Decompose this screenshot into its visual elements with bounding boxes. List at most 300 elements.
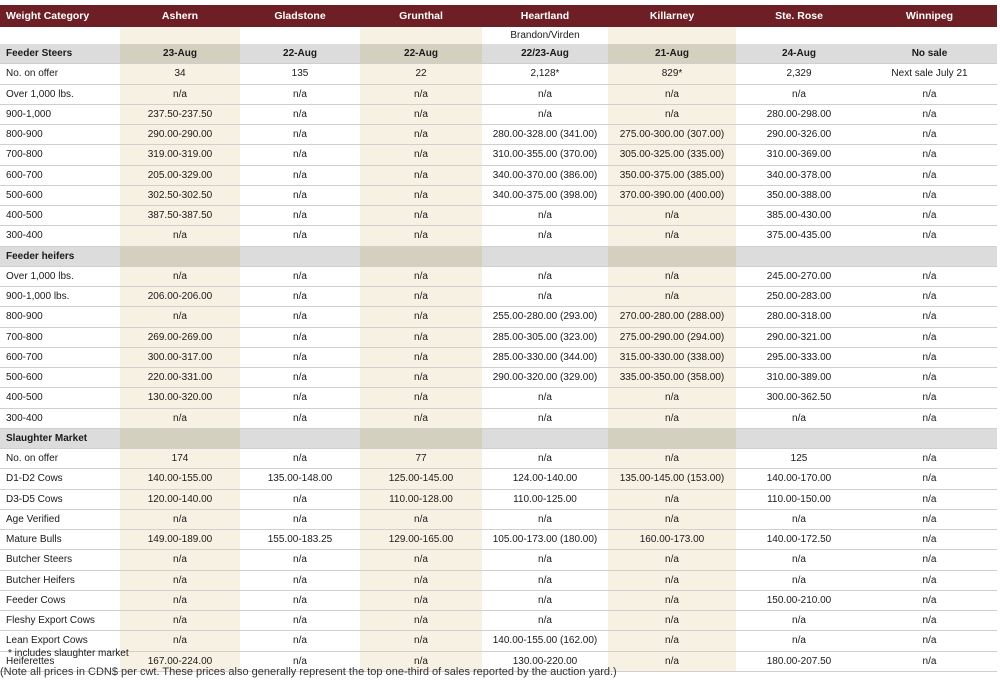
price-cell: 295.00-333.00	[736, 347, 862, 367]
subheader-cell	[360, 27, 482, 44]
price-cell: n/a	[482, 287, 608, 307]
column-header-gladstone: Gladstone	[240, 5, 360, 27]
price-cell: 310.00-355.00 (370.00)	[482, 145, 608, 165]
table-row	[0, 590, 997, 610]
sale-date-cell	[482, 428, 608, 448]
price-cell: n/a	[862, 327, 997, 347]
sale-date-cell	[240, 246, 360, 266]
price-cell: n/a	[482, 206, 608, 226]
auction-price-table	[0, 5, 997, 672]
row-label: Over 1,000 lbs.	[0, 84, 120, 104]
price-cell: n/a	[608, 266, 736, 286]
row-label: 300-400	[0, 408, 120, 428]
sale-date-cell	[608, 428, 736, 448]
price-cell: n/a	[608, 84, 736, 104]
table-row	[0, 530, 997, 550]
row-label: 500-600	[0, 368, 120, 388]
price-cell: n/a	[608, 590, 736, 610]
table-row	[0, 185, 997, 205]
price-cell: n/a	[862, 611, 997, 631]
price-cell: 250.00-283.00	[736, 287, 862, 307]
price-cell: n/a	[608, 408, 736, 428]
row-label: Fleshy Export Cows	[0, 611, 120, 631]
price-cell: 135	[240, 64, 360, 84]
price-cell: 110.00-150.00	[736, 489, 862, 509]
price-cell: n/a	[360, 185, 482, 205]
row-label: D1-D2 Cows	[0, 469, 120, 489]
price-cell: n/a	[240, 611, 360, 631]
sale-date-cell	[482, 246, 608, 266]
price-cell: n/a	[360, 550, 482, 570]
price-cell: n/a	[360, 347, 482, 367]
price-cell: n/a	[482, 104, 608, 124]
row-label: 800-900	[0, 307, 120, 327]
column-header-winnipeg: Winnipeg	[862, 5, 997, 27]
price-cell: 105.00-173.00 (180.00)	[482, 530, 608, 550]
table-row	[0, 104, 997, 124]
price-cell: 300.00-317.00	[120, 347, 240, 367]
table-row	[0, 226, 997, 246]
price-cell: n/a	[240, 590, 360, 610]
price-cell: n/a	[736, 631, 862, 651]
price-cell: n/a	[360, 125, 482, 145]
price-cell: n/a	[240, 266, 360, 286]
price-cell: 150.00-210.00	[736, 590, 862, 610]
price-cell: 125.00-145.00	[360, 469, 482, 489]
section-title: Feeder Steers	[0, 44, 120, 64]
row-label: Feeder Cows	[0, 590, 120, 610]
sale-date-cell	[862, 428, 997, 448]
price-cell: 350.00-388.00	[736, 185, 862, 205]
row-label: No. on offer	[0, 64, 120, 84]
row-label: 700-800	[0, 145, 120, 165]
price-cell: n/a	[862, 408, 997, 428]
price-cell: n/a	[240, 631, 360, 651]
sale-date-cell	[360, 246, 482, 266]
table-row	[0, 145, 997, 165]
price-cell: n/a	[360, 104, 482, 124]
table-row	[0, 206, 997, 226]
price-cell: n/a	[608, 570, 736, 590]
sale-date-cell	[736, 246, 862, 266]
price-cell: n/a	[240, 408, 360, 428]
price-cell: 305.00-325.00 (335.00)	[608, 145, 736, 165]
price-cell: 290.00-321.00	[736, 327, 862, 347]
price-cell: n/a	[862, 84, 997, 104]
sale-date-cell	[736, 428, 862, 448]
price-cell: n/a	[360, 226, 482, 246]
price-cell: 280.00-328.00 (341.00)	[482, 125, 608, 145]
section-row-slaughter-market	[0, 428, 997, 448]
price-cell: n/a	[120, 509, 240, 529]
price-cell: n/a	[360, 368, 482, 388]
price-cell: n/a	[240, 509, 360, 529]
price-cell: n/a	[120, 611, 240, 631]
price-cell: n/a	[360, 651, 482, 671]
price-cell: 2,128*	[482, 64, 608, 84]
price-cell: 149.00-189.00	[120, 530, 240, 550]
sale-date-cell	[360, 428, 482, 448]
price-cell: n/a	[862, 469, 997, 489]
price-cell: n/a	[608, 388, 736, 408]
price-cell: 340.00-378.00	[736, 165, 862, 185]
price-cell: 269.00-269.00	[120, 327, 240, 347]
price-cell: 205.00-329.00	[120, 165, 240, 185]
table-row	[0, 64, 997, 84]
table-row	[0, 570, 997, 590]
price-cell: n/a	[482, 266, 608, 286]
price-cell: n/a	[608, 104, 736, 124]
table-row	[0, 469, 997, 489]
price-cell: n/a	[608, 651, 736, 671]
table-row	[0, 449, 997, 469]
price-cell: n/a	[482, 611, 608, 631]
table-row	[0, 489, 997, 509]
price-cell: n/a	[240, 489, 360, 509]
price-cell: n/a	[240, 287, 360, 307]
row-label: 900-1,000 lbs.	[0, 287, 120, 307]
price-cell: n/a	[736, 550, 862, 570]
price-cell: 350.00-375.00 (385.00)	[608, 165, 736, 185]
price-cell: n/a	[862, 145, 997, 165]
price-cell: n/a	[862, 266, 997, 286]
price-cell: 135.00-148.00	[240, 469, 360, 489]
price-cell: n/a	[862, 489, 997, 509]
table-row	[0, 347, 997, 367]
sale-date-cell: No sale	[862, 44, 997, 64]
price-cell: 310.00-369.00	[736, 145, 862, 165]
sale-date-cell	[862, 246, 997, 266]
price-cell: n/a	[360, 611, 482, 631]
price-cell: 22	[360, 64, 482, 84]
section-title: Feeder heifers	[0, 246, 120, 266]
price-cell: 110.00-128.00	[360, 489, 482, 509]
price-cell: n/a	[360, 388, 482, 408]
price-cell: n/a	[240, 226, 360, 246]
price-cell: 275.00-300.00 (307.00)	[608, 125, 736, 145]
table-row	[0, 165, 997, 185]
price-cell: n/a	[862, 651, 997, 671]
price-cell: n/a	[240, 307, 360, 327]
price-cell: n/a	[360, 327, 482, 347]
table-row	[0, 125, 997, 145]
price-cell: n/a	[736, 408, 862, 428]
row-label: 400-500	[0, 206, 120, 226]
price-cell: n/a	[360, 509, 482, 529]
table-row	[0, 327, 997, 347]
price-cell: 335.00-350.00 (358.00)	[608, 368, 736, 388]
table-row	[0, 388, 997, 408]
table-row	[0, 368, 997, 388]
price-cell: 2,329	[736, 64, 862, 84]
price-cell: 319.00-319.00	[120, 145, 240, 165]
price-cell: n/a	[862, 590, 997, 610]
price-cell: n/a	[608, 509, 736, 529]
price-cell: n/a	[120, 550, 240, 570]
price-cell: n/a	[862, 388, 997, 408]
row-label: 700-800	[0, 327, 120, 347]
price-cell: n/a	[360, 165, 482, 185]
column-header-ashern: Ashern	[120, 5, 240, 27]
section-row-feeder-steers	[0, 44, 997, 64]
sale-date-cell	[608, 246, 736, 266]
sale-date-cell: 22-Aug	[240, 44, 360, 64]
price-cell: n/a	[360, 307, 482, 327]
price-cell: n/a	[240, 388, 360, 408]
price-cell: n/a	[360, 206, 482, 226]
price-cell: 375.00-435.00	[736, 226, 862, 246]
price-cell: 180.00-207.50	[736, 651, 862, 671]
price-cell: n/a	[360, 287, 482, 307]
price-cell: 340.00-370.00 (386.00)	[482, 165, 608, 185]
sale-date-cell: 21-Aug	[608, 44, 736, 64]
row-label: 300-400	[0, 226, 120, 246]
price-cell: n/a	[608, 550, 736, 570]
row-label: 800-900	[0, 125, 120, 145]
price-cell: n/a	[240, 206, 360, 226]
price-cell: 140.00-155.00 (162.00)	[482, 631, 608, 651]
price-cell: 829*	[608, 64, 736, 84]
price-cell: n/a	[482, 590, 608, 610]
price-cell: n/a	[360, 590, 482, 610]
price-cell: n/a	[240, 84, 360, 104]
sale-date-cell	[240, 428, 360, 448]
price-cell: n/a	[120, 408, 240, 428]
price-cell: n/a	[736, 611, 862, 631]
price-cell: 220.00-331.00	[120, 368, 240, 388]
price-cell: n/a	[120, 590, 240, 610]
price-cell: n/a	[240, 104, 360, 124]
price-cell: 155.00-183.25	[240, 530, 360, 550]
price-cell: 130.00-220.00	[482, 651, 608, 671]
price-cell: 167.00-224.00	[120, 651, 240, 671]
price-cell: n/a	[482, 388, 608, 408]
row-label: 400-500	[0, 388, 120, 408]
price-cell: n/a	[862, 449, 997, 469]
table-row	[0, 287, 997, 307]
sale-date-cell: 22-Aug	[360, 44, 482, 64]
price-cell: n/a	[240, 651, 360, 671]
column-header-ste-rose: Ste. Rose	[736, 5, 862, 27]
price-cell: n/a	[120, 84, 240, 104]
price-cell: 34	[120, 64, 240, 84]
section-row-feeder-heifers	[0, 246, 997, 266]
table-row	[0, 611, 997, 631]
subheader-cell	[862, 27, 997, 44]
price-cell: n/a	[240, 165, 360, 185]
price-cell: 125	[736, 449, 862, 469]
sale-date-cell: 24-Aug	[736, 44, 862, 64]
price-cell: n/a	[240, 368, 360, 388]
subheader-cell	[240, 27, 360, 44]
price-cell: n/a	[862, 165, 997, 185]
price-cell: 237.50-237.50	[120, 104, 240, 124]
row-label: Over 1,000 lbs.	[0, 266, 120, 286]
price-cell: Next sale July 21	[862, 64, 997, 84]
price-cell: n/a	[862, 347, 997, 367]
price-cell: n/a	[862, 550, 997, 570]
price-cell: 110.00-125.00	[482, 489, 608, 509]
price-cell: n/a	[862, 631, 997, 651]
price-cell: n/a	[862, 509, 997, 529]
subheader-cell	[120, 27, 240, 44]
subheader-row	[0, 27, 997, 44]
row-label: 600-700	[0, 165, 120, 185]
price-cell: 340.00-375.00 (398.00)	[482, 185, 608, 205]
price-cell: n/a	[608, 287, 736, 307]
price-cell: 140.00-172.50	[736, 530, 862, 550]
price-cell: 130.00-320.00	[120, 388, 240, 408]
table-row	[0, 84, 997, 104]
price-cell: 370.00-390.00 (400.00)	[608, 185, 736, 205]
price-cell: n/a	[360, 631, 482, 651]
price-cell: 280.00-318.00	[736, 307, 862, 327]
price-cell: n/a	[862, 206, 997, 226]
row-label: Lean Export Cows	[0, 631, 120, 651]
column-header-heartland: Heartland	[482, 5, 608, 27]
price-cell: n/a	[482, 570, 608, 590]
sale-date-cell	[120, 428, 240, 448]
price-cell: n/a	[608, 631, 736, 651]
row-label: Age Verified	[0, 509, 120, 529]
price-cell: n/a	[360, 84, 482, 104]
price-cell: 255.00-280.00 (293.00)	[482, 307, 608, 327]
price-cell: n/a	[240, 347, 360, 367]
price-cell: n/a	[360, 145, 482, 165]
price-cell: n/a	[360, 570, 482, 590]
row-label: Butcher Heifers	[0, 570, 120, 590]
price-cell: n/a	[862, 287, 997, 307]
price-cell: 174	[120, 449, 240, 469]
row-label: No. on offer	[0, 449, 120, 469]
subheader-cell	[0, 27, 120, 44]
subheader-cell	[608, 27, 736, 44]
price-cell: n/a	[862, 185, 997, 205]
price-cell: n/a	[608, 489, 736, 509]
table-row	[0, 550, 997, 570]
footnote: * includes slaughter market	[8, 648, 129, 659]
price-cell: n/a	[482, 449, 608, 469]
price-cell: n/a	[608, 206, 736, 226]
subheader-cell	[736, 27, 862, 44]
price-cell: n/a	[862, 530, 997, 550]
price-cell: 275.00-290.00 (294.00)	[608, 327, 736, 347]
price-cell: n/a	[482, 84, 608, 104]
price-cell: 140.00-155.00	[120, 469, 240, 489]
column-header-killarney: Killarney	[608, 5, 736, 27]
price-cell: n/a	[120, 631, 240, 651]
price-cell: n/a	[120, 307, 240, 327]
price-cell: n/a	[608, 611, 736, 631]
table-body	[0, 27, 997, 671]
row-label: D3-D5 Cows	[0, 489, 120, 509]
row-label: 900-1,000	[0, 104, 120, 124]
price-cell: 77	[360, 449, 482, 469]
price-cell: 270.00-280.00 (288.00)	[608, 307, 736, 327]
price-cell: n/a	[862, 104, 997, 124]
price-cell: 387.50-387.50	[120, 206, 240, 226]
price-cell: 245.00-270.00	[736, 266, 862, 286]
price-cell: 135.00-145.00 (153.00)	[608, 469, 736, 489]
price-cell: n/a	[120, 226, 240, 246]
table-row	[0, 307, 997, 327]
price-cell: 124.00-140.00	[482, 469, 608, 489]
price-cell: 315.00-330.00 (338.00)	[608, 347, 736, 367]
price-cell: n/a	[608, 226, 736, 246]
table-row	[0, 509, 997, 529]
price-cell: n/a	[482, 226, 608, 246]
sale-date-cell	[120, 246, 240, 266]
section-title: Slaughter Market	[0, 428, 120, 448]
price-cell: n/a	[120, 266, 240, 286]
price-cell: n/a	[862, 368, 997, 388]
price-cell: n/a	[862, 226, 997, 246]
price-cell: n/a	[240, 449, 360, 469]
price-cell: 280.00-298.00	[736, 104, 862, 124]
price-cell: 385.00-430.00	[736, 206, 862, 226]
price-cell: n/a	[240, 185, 360, 205]
row-label: Butcher Steers	[0, 550, 120, 570]
price-cell: n/a	[482, 550, 608, 570]
price-cell: n/a	[240, 550, 360, 570]
row-label: 500-600	[0, 185, 120, 205]
price-cell: 140.00-170.00	[736, 469, 862, 489]
row-label: Mature Bulls	[0, 530, 120, 550]
price-cell: n/a	[736, 509, 862, 529]
price-cell: 206.00-206.00	[120, 287, 240, 307]
price-cell: 302.50-302.50	[120, 185, 240, 205]
price-cell: n/a	[862, 307, 997, 327]
table-row	[0, 408, 997, 428]
price-cell: 290.00-320.00 (329.00)	[482, 368, 608, 388]
price-cell: 120.00-140.00	[120, 489, 240, 509]
price-cell: n/a	[240, 125, 360, 145]
price-cell: n/a	[360, 266, 482, 286]
price-cell: 300.00-362.50	[736, 388, 862, 408]
price-cell: 310.00-389.00	[736, 368, 862, 388]
header-row	[0, 5, 997, 27]
price-cell: n/a	[608, 449, 736, 469]
price-cell: 129.00-165.00	[360, 530, 482, 550]
price-cell: n/a	[482, 509, 608, 529]
price-cell: n/a	[736, 84, 862, 104]
price-cell: n/a	[862, 125, 997, 145]
price-cell: n/a	[736, 570, 862, 590]
price-cell: n/a	[120, 570, 240, 590]
table-row	[0, 631, 997, 651]
table-row	[0, 266, 997, 286]
price-cell: n/a	[240, 570, 360, 590]
column-header-grunthal: Grunthal	[360, 5, 482, 27]
price-cell: n/a	[240, 327, 360, 347]
price-cell: 160.00-173.00	[608, 530, 736, 550]
price-note: (Note all prices in CDN$ per cwt. These prices also generally represent the top one-third of sales reported by the auction yard.)	[0, 666, 617, 678]
sale-date-cell: 22/23-Aug	[482, 44, 608, 64]
sale-date-cell: 23-Aug	[120, 44, 240, 64]
price-cell: n/a	[240, 145, 360, 165]
row-label: 600-700	[0, 347, 120, 367]
subheader-heartland-location: Brandon/Virden	[510, 30, 580, 41]
column-header-weight-category: Weight Category	[0, 5, 120, 27]
price-cell: 290.00-326.00	[736, 125, 862, 145]
price-cell: 285.00-305.00 (323.00)	[482, 327, 608, 347]
price-cell: 290.00-290.00	[120, 125, 240, 145]
price-cell: n/a	[862, 570, 997, 590]
row-label: Heiferettes	[0, 651, 120, 671]
price-cell: 285.00-330.00 (344.00)	[482, 347, 608, 367]
price-cell: n/a	[482, 408, 608, 428]
price-cell: n/a	[360, 408, 482, 428]
